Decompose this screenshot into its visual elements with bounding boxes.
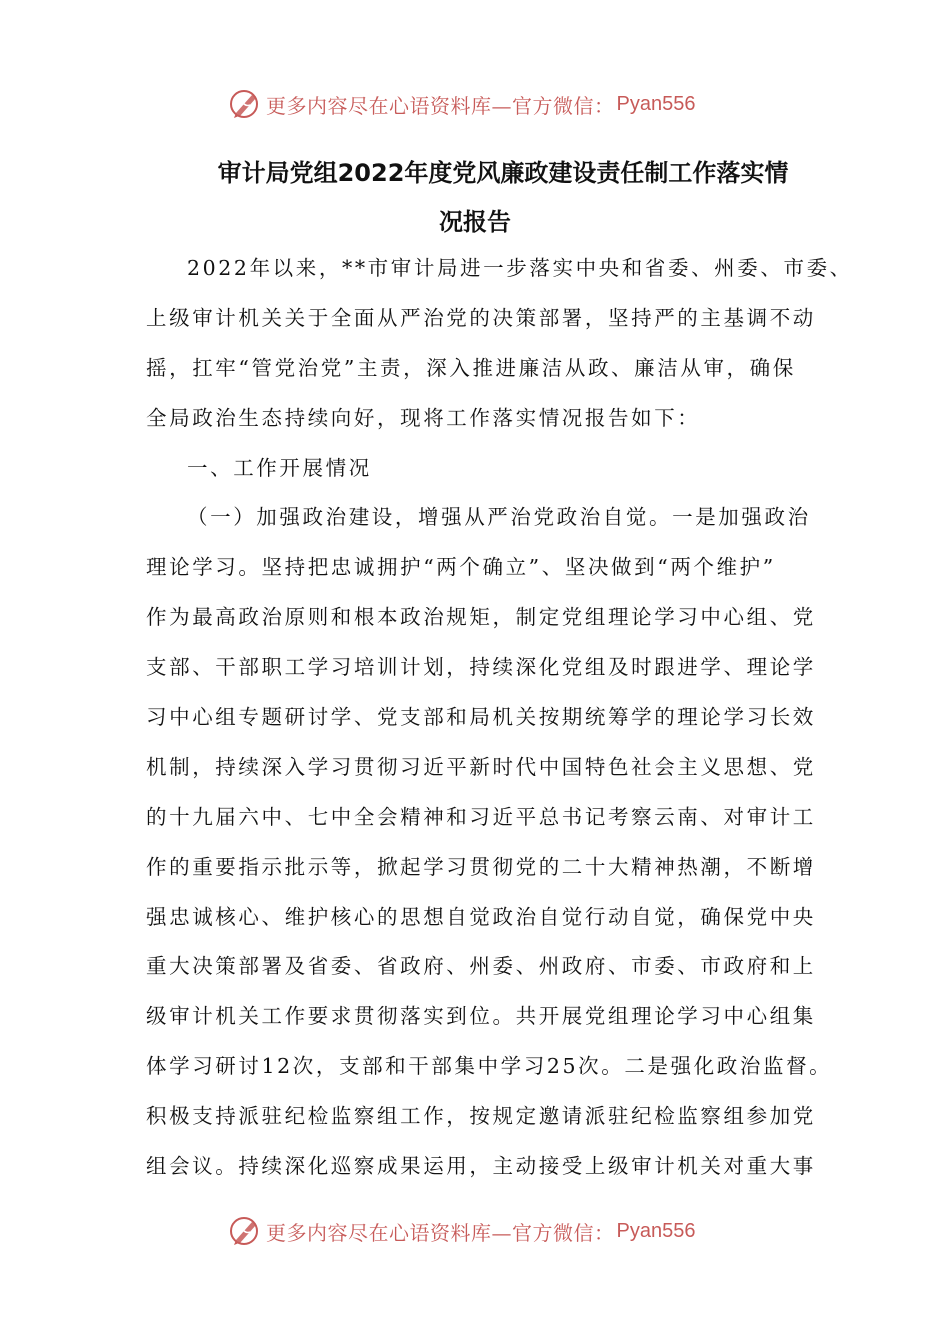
body-line: 作的重要指示批示等，掀起学习贯彻党的二十大精神热潮，不断增 bbox=[146, 854, 816, 879]
body-line: 强忠诚核心、维护核心的思想自觉政治自觉行动自觉，确保党中央 bbox=[146, 904, 816, 929]
body-line: 习中心组专题研讨学、党支部和局机关按期统筹学的理论学习长效 bbox=[146, 705, 816, 730]
section-heading: 一、工作开展情况 bbox=[187, 455, 372, 480]
body-line: 理论学习。坚持把忠诚拥护“两个确立”、坚决做到“两个维护” bbox=[146, 555, 776, 580]
pen-logo-icon bbox=[228, 1214, 262, 1248]
body-line: 重大决策部署及省委、省政府、州委、州政府、市委、市政府和上 bbox=[146, 954, 816, 979]
body-line: 支部、干部职工学习培训计划，持续深化党组及时跟进学、理论学 bbox=[146, 655, 816, 680]
body-line: 作为最高政治原则和根本政治规矩，制定党组理论学习中心组、党 bbox=[146, 605, 816, 630]
body-line: 摇，扛牢“管党治党”主责，深入推进廉洁从政、廉洁从审，确保 bbox=[146, 355, 796, 380]
watermark-text: 更多内容尽在心语资料库—官方微信： bbox=[266, 93, 615, 118]
document-title-line-1: 审计局党组2022年度党风廉政建设责任制工作落实情 bbox=[217, 159, 789, 187]
document-title-line-2: 况报告 bbox=[439, 208, 511, 236]
watermark-wechat-id: Pyan556 bbox=[616, 1219, 696, 1242]
body-line: 级审计机关工作要求贯彻落实到位。共开展党组理论学习中心组集 bbox=[146, 1004, 816, 1029]
body-line: 机制，持续深入学习贯彻习近平新时代中国特色社会主义思想、党 bbox=[146, 754, 816, 779]
header-watermark bbox=[228, 84, 695, 124]
body-line: 积极支持派驻纪检监察组工作，按规定邀请派驻纪检监察组参加党 bbox=[146, 1104, 816, 1129]
body-line: 的十九届六中、七中全会精神和习近平总书记考察云南、对审计工 bbox=[146, 804, 816, 829]
body-line: 全局政治生态持续向好，现将工作落实情况报告如下： bbox=[146, 405, 701, 430]
document-body bbox=[146, 244, 853, 1192]
body-line: 上级审计机关关于全面从严治党的决策部署，坚持严的主基调不动 bbox=[146, 305, 816, 330]
body-line: 体学习研讨12次，支部和干部集中学习25次。二是强化政治监督。 bbox=[146, 1054, 833, 1079]
watermark-text: 更多内容尽在心语资料库—官方微信： bbox=[266, 1220, 615, 1245]
footer-watermark bbox=[228, 1211, 695, 1251]
body-line: （一）加强政治建设，增强从严治党政治自觉。一是加强政治 bbox=[187, 505, 811, 530]
body-line: 组会议。持续深化巡察成果运用，主动接受上级审计机关对重大事 bbox=[146, 1154, 816, 1179]
body-line: 2022年以来，**市审计局进一步落实中央和省委、州委、市委、 bbox=[187, 256, 853, 280]
pen-logo-icon bbox=[228, 87, 262, 121]
watermark-wechat-id: Pyan556 bbox=[616, 92, 696, 115]
